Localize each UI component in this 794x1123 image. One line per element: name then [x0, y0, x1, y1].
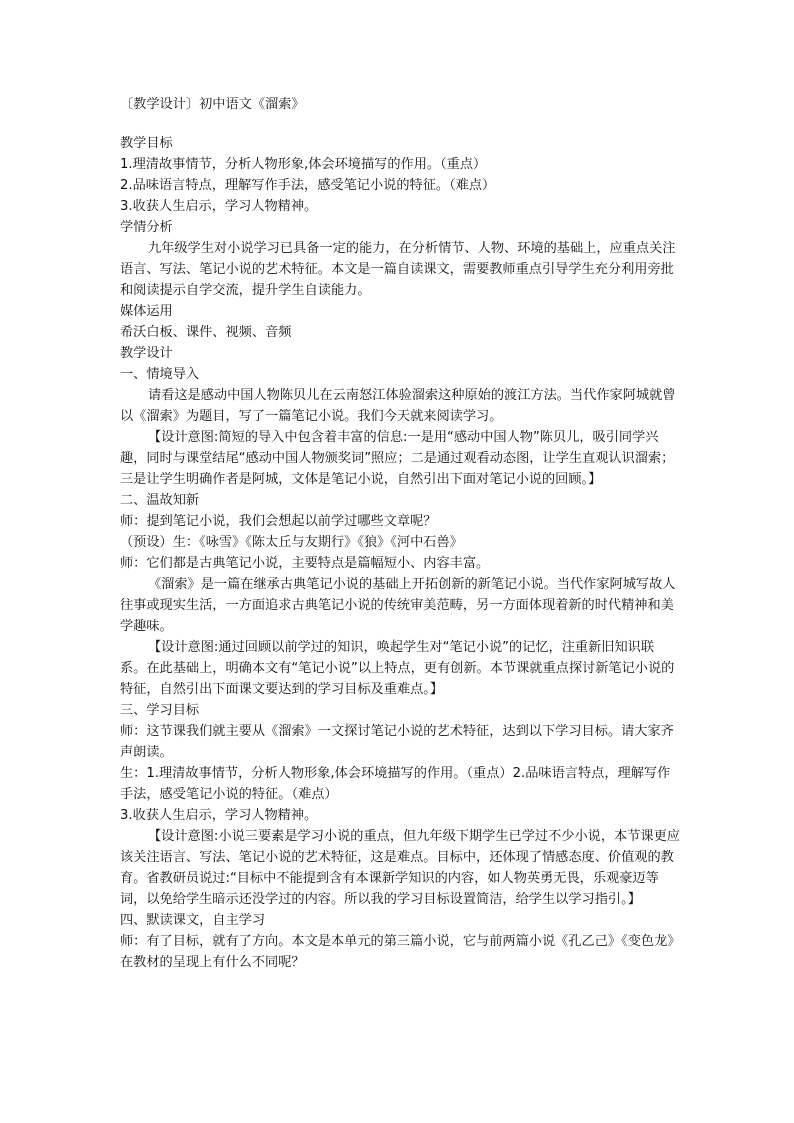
paragraph: 3.收获人生启示，学习人物精神。	[120, 199, 318, 214]
paragraph: 二、温故知新	[120, 493, 200, 508]
paragraph: 【设计意图:通过回顾以前学过的知识，唤起学生对“笔记小说”的记忆，注重新旧知识联系。在此基础上，明确本文有“笔记小说”以上特点，更有创新。本节课就重点探讨新笔记小说的特征，自然引出下面课文要达到的学习目标及重难点。】	[120, 640, 675, 697]
paragraph: 三、学习目标	[120, 703, 200, 718]
paragraph: 四、默读课文，自主学习	[120, 913, 266, 928]
paragraph: （预设）生：《咏雪》《陈太丘与友期行》《狼》《河中石兽》	[120, 535, 463, 550]
paragraph: 3.收获人生启示，学习人物精神。	[120, 808, 318, 823]
paragraph: 师：这节课我们就主要从《溜索》一文探讨笔记小说的艺术特征，达到以下学习目标。请大家齐声朗读。	[120, 724, 674, 760]
paragraph: 教学设计	[120, 346, 173, 361]
paragraph: 【设计意图:简短的导入中包含着丰富的信息:一是用“感动中国人物”陈贝儿，吸引同学兴趣，同时与课堂结尾“感动中国人物颁奖词”照应；二是通过观看动态图，让学生直观认识溜索；三是让学生明确作者是阿城，文体是笔记小说，自然引出下面对笔记小说的回顾。】	[120, 430, 675, 487]
paragraph: 2.品味语言特点，理解写作手法，感受笔记小说的特征。（难点）	[120, 178, 496, 193]
document-page	[120, 94, 680, 973]
paragraph: 1.理清故事情节，分析人物形象,体会环境描写的作用。（重点）	[120, 157, 487, 172]
paragraph: 师：提到笔记小说，我们会想起以前学过哪些文章呢？	[120, 514, 437, 529]
paragraph: 请看这是感动中国人物陈贝儿在云南怒江体验溜索这种原始的渡江方法。当代作家阿城就曾以《溜索》为题目，写了一篇笔记小说。我们今天就来阅读学习。	[120, 388, 676, 424]
paragraph: 媒体运用	[120, 304, 173, 319]
paragraph: 师：它们都是古典笔记小说，主要特点是篇幅短小、内容丰富。	[120, 556, 490, 571]
document-title: 〔教学设计〕初中语文《溜索》	[120, 97, 305, 112]
paragraph: 学情分析	[120, 220, 173, 235]
paragraph: 师：有了目标，就有了方向。本文是本单元的第三篇小说，它与前两篇小说《孔乙己》《变色龙》在教材的呈现上有什么不同呢？	[120, 934, 674, 970]
paragraph: 生：1.理清故事情节，分析人物形象,体会环境描写的作用。（重点）2.品味语言特点，理解写作手法，感受笔记小说的特征。（难点）	[120, 766, 671, 802]
paragraph: 九年级学生对小说学习已具备一定的能力，在分析情节、人物、环境的基础上，应重点关注语言、写法、笔记小说的艺术特征。本文是一篇自读课文，需要教师重点引导学生充分利用旁批和阅读提示自学交流，提升学生自读能力。	[120, 241, 676, 298]
paragraph: 一、情境导入	[120, 367, 200, 382]
paragraph: 教学目标	[120, 136, 173, 151]
document-body	[120, 133, 680, 973]
paragraph: 希沃白板、课件、视频、音频	[120, 325, 292, 340]
paragraph: 【设计意图:小说三要素是学习小说的重点，但九年级下期学生已学过不少小说，本节课更应该关注语言、写法、笔记小说的艺术特征，这是难点。目标中，还体现了情感态度、价值观的教育。省教研员说过:“目标中不能提到含有本课新学知识的内容，如人物英勇无畏，乐观豪迈等词，以免给学生暗示还没学过的内容。所以我的学习目标设置简洁，给学生以学习指引。】	[120, 829, 680, 907]
paragraph: 《溜索》是一篇在继承古典笔记小说的基础上开拓创新的新笔记小说。当代作家阿城写故人往事或现实生活，一方面追求古典笔记小说的传统审美范畴，另一方面体现着新的时代精神和美学趣味。	[120, 577, 676, 634]
